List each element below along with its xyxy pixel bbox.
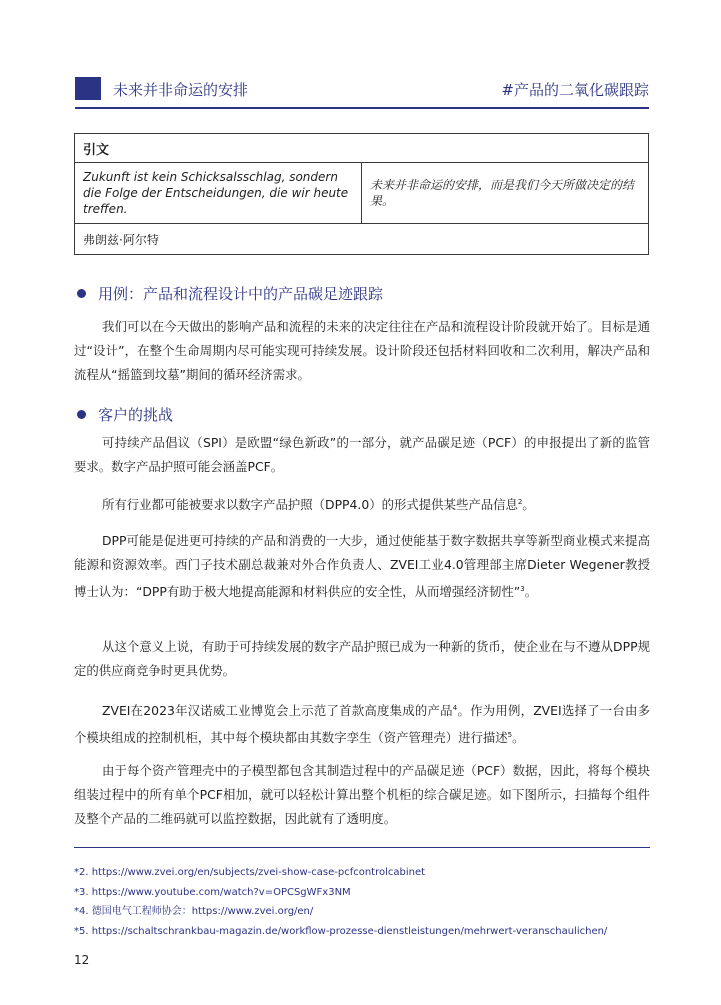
paragraph: 可持续产品倡议（SPI）是欧盟“绿色新政”的一部分，就产品碳足迹（PCF）的申报提出了新的监管要求。数字产品护照可能会涵盖PCF。	[74, 435, 650, 474]
paragraph-end: 。	[512, 730, 525, 745]
header-square-mark	[75, 77, 101, 100]
section-title: 用例：产品和流程设计中的产品碳足迹跟踪	[98, 285, 384, 303]
footnote-ref: 2	[517, 498, 523, 506]
topic-hashtag: #产品的二氧化碳跟踪	[501, 81, 649, 99]
footnotes	[74, 863, 607, 941]
paragraph-text: 所有行业都可能被要求以数字产品护照（DPP4.0）的形式提供某些产品信息	[102, 497, 518, 512]
footnote-ref: 5	[507, 731, 513, 739]
chapter-title: 未来并非命运的安排	[113, 81, 249, 99]
page-header	[75, 77, 649, 101]
footnote-2[interactable]: *2. https://www.zvei.org/en/subjects/zvei-show-case-pcfcontrolcabinet	[74, 867, 426, 878]
section-challenge	[77, 404, 173, 425]
paragraph-end: 。	[522, 497, 535, 512]
paragraph-text: ZVEI在2023年汉诺威工业博览会上示范了首款高度集成的产品	[102, 703, 453, 718]
footnote-ref: 3	[520, 585, 525, 593]
quote-author: 弗朗兹·阿尔特	[75, 224, 649, 255]
paragraph-end: 。	[524, 584, 538, 599]
footnote-ref: 4	[452, 704, 458, 712]
bullet-icon	[77, 289, 86, 298]
quote-heading: 引文	[75, 134, 649, 163]
footnote-5[interactable]: *5. https://schaltschrankbau-magazin.de/workflow-prozesse-dienstleistungen/mehrwert-veranschaulichen/	[74, 925, 608, 937]
paragraph: 由于每个资产管理壳中的子模型都包含其制造过程中的产品碳足迹（PCF）数据，因此，将每个模块组装过程中的所有单个PCF相加，就可以轻松计算出整个机柜的综合碳足迹。如下图所示，扫描每个组件及整个产品的二维码就可以监控数据，因此就有了透明度。	[74, 763, 650, 826]
section-use-case	[77, 283, 383, 304]
paragraph	[74, 696, 650, 750]
paragraph-text: DPP可能是促进更可持续的产品和消费的一大步，通过使能基于数字数据共享等新型商业模式来提高能源和资源效率。西门子技术副总裁兼对外合作负责人、ZVEI工业4.0管理部主席Dieter Wegener教授博士认为：“DPP有助于极大地提高能源和材料供应的安全性，从而增强经济韧性”	[74, 533, 650, 599]
quote-table	[74, 133, 649, 255]
paragraph	[74, 490, 650, 517]
quote-chinese: 未来并非命运的安排，而是我们今天所做决定的结果。	[362, 163, 649, 224]
paragraph-text: 。作为用例，ZVEI选择了一台由多个模块组成的控制机柜，其中每个模块都由其数字孪生（资产管理壳）进行描述	[74, 703, 651, 745]
paragraph: 我们可以在今天做出的影响产品和流程的未来的决定往往在产品和流程设计阶段就开始了。目标是通过“设计”，在整个生命周期内尽可能实现可持续发展。设计阶段还包括材料回收和二次利用，解决产品和流程从“摇篮到坟墓”期间的循环经济需求。	[74, 319, 650, 382]
footnote-4[interactable]: *4. 德国电气工程师协会：https://www.zvei.org/en/	[74, 906, 314, 917]
quote-german: Zukunft ist kein Schicksalsschlag, sondern die Folge der Entscheidungen, die wir heute treffen.	[75, 163, 362, 224]
bullet-icon	[77, 410, 86, 419]
footnote-divider	[74, 847, 650, 848]
paragraph	[74, 529, 650, 604]
section-title: 客户的挑战	[98, 406, 174, 424]
footnote-3[interactable]: *3. https://www.youtube.com/watch?v=OPCSgWFx3NM	[74, 886, 351, 898]
header-divider	[75, 107, 649, 109]
page-number: 12	[74, 953, 90, 967]
paragraph: 从这个意义上说，有助于可持续发展的数字产品护照已成为一种新的货币，使企业在与不遵从DPP规定的供应商竞争时更具优势。	[74, 639, 650, 678]
